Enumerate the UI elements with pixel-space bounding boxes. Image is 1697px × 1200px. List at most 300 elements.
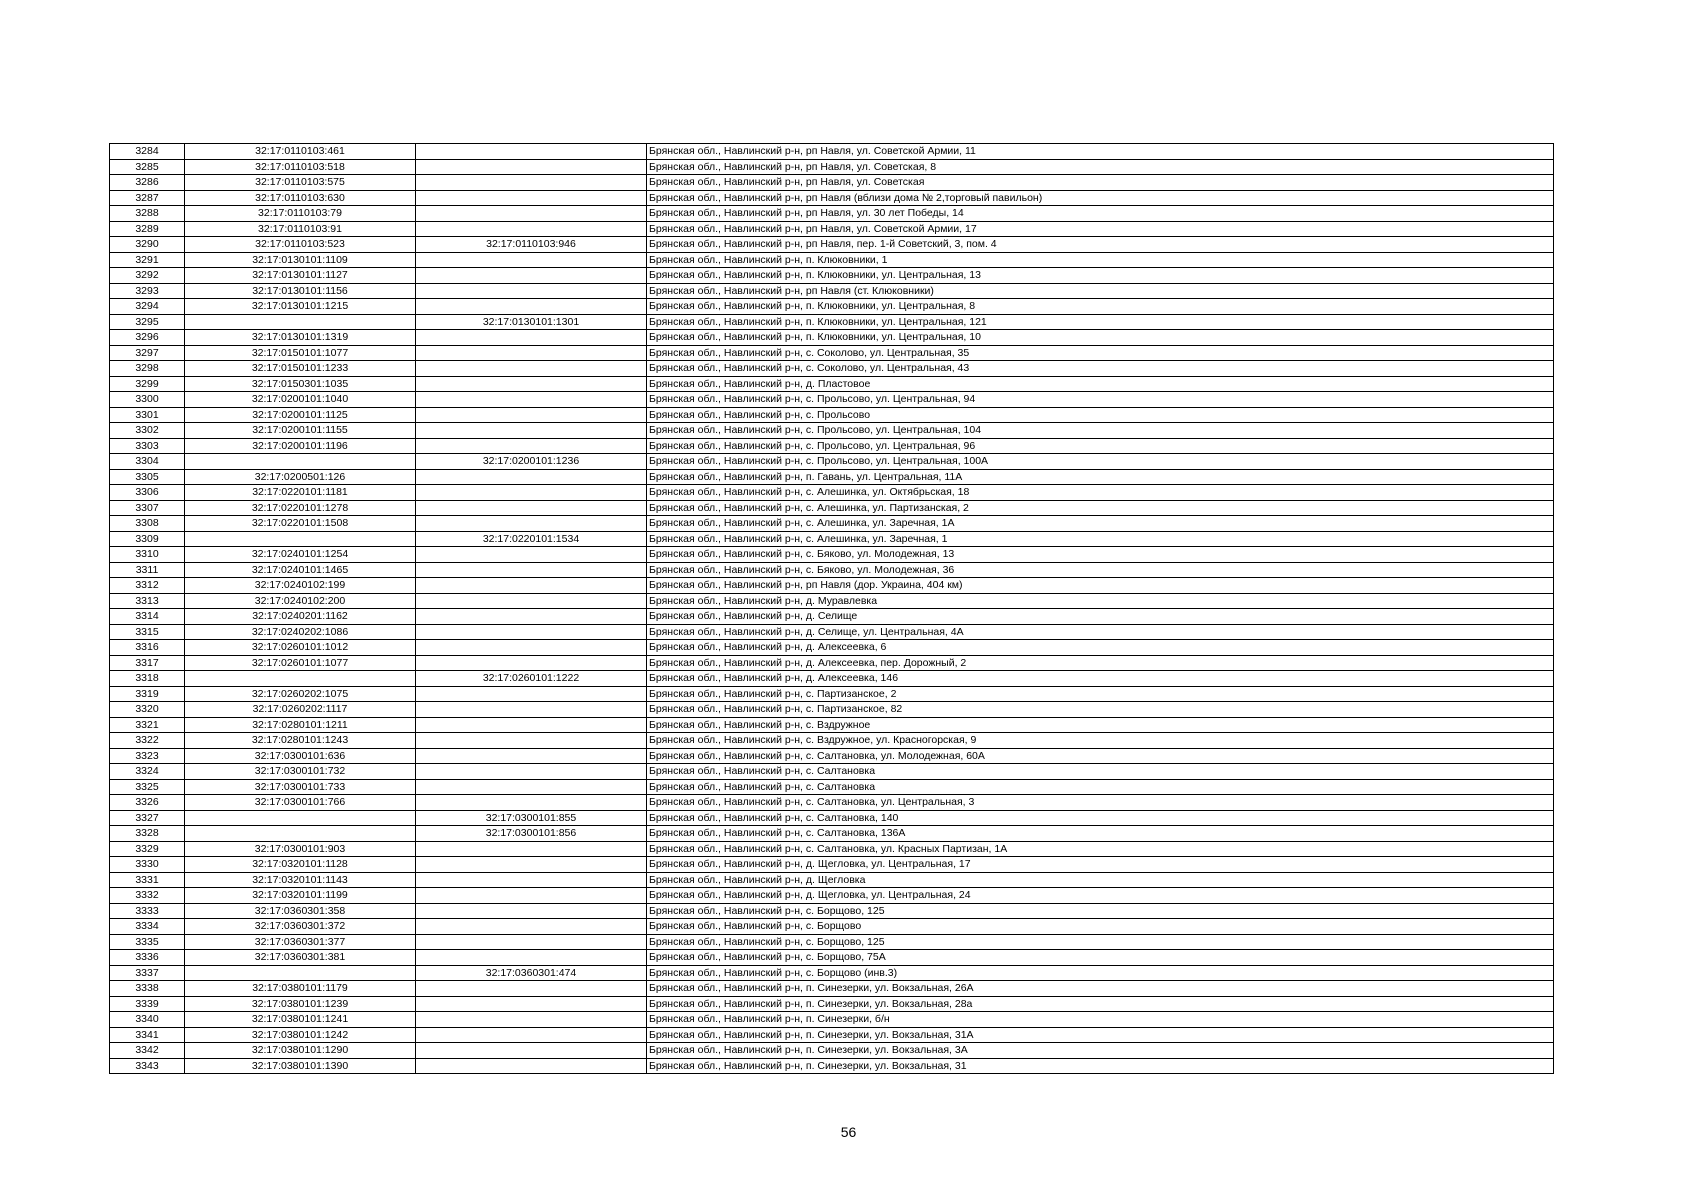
table-row: [110, 252, 1554, 268]
row-number-cell: 3328: [110, 826, 185, 842]
secondary-cadastral-number-cell: [416, 252, 647, 268]
row-number-cell: 3332: [110, 888, 185, 904]
address-cell: Брянская обл., Навлинский р-н, рп Навля, ул. Советской Армии, 11: [647, 144, 1554, 160]
address-cell: Брянская обл., Навлинский р-н, с. Салтановка: [647, 764, 1554, 780]
row-number-cell: 3313: [110, 593, 185, 609]
address-cell: Брянская обл., Навлинский р-н, с. Партизанское, 82: [647, 702, 1554, 718]
secondary-cadastral-number-cell: [416, 640, 647, 656]
secondary-cadastral-number-cell: [416, 1027, 647, 1043]
table-row: [110, 671, 1554, 687]
secondary-cadastral-number-cell: [416, 795, 647, 811]
table-row: [110, 903, 1554, 919]
cadastral-number-cell: 32:17:0130101:1156: [185, 283, 416, 299]
table-row: [110, 469, 1554, 485]
row-number-cell: 3325: [110, 779, 185, 795]
address-cell: Брянская обл., Навлинский р-н, с. Прольсово, ул. Центральная, 104: [647, 423, 1554, 439]
secondary-cadastral-number-cell: [416, 361, 647, 377]
secondary-cadastral-number-cell: [416, 748, 647, 764]
table-row: [110, 299, 1554, 315]
cadastral-number-cell: 32:17:0300101:733: [185, 779, 416, 795]
table-row: [110, 438, 1554, 454]
address-cell: Брянская обл., Навлинский р-н, п. Клюковники, ул. Центральная, 8: [647, 299, 1554, 315]
row-number-cell: 3319: [110, 686, 185, 702]
table-row: [110, 919, 1554, 935]
cadastral-number-cell: 32:17:0110103:630: [185, 190, 416, 206]
secondary-cadastral-number-cell: [416, 857, 647, 873]
address-cell: Брянская обл., Навлинский р-н, рп Навля, пер. 1-й Советский, 3, пом. 4: [647, 237, 1554, 253]
row-number-cell: 3335: [110, 934, 185, 950]
address-cell: Брянская обл., Навлинский р-н, д. Селище: [647, 609, 1554, 625]
table-row: [110, 531, 1554, 547]
table-row: [110, 593, 1554, 609]
address-cell: Брянская обл., Навлинский р-н, рп Навля, ул. Советской Армии, 17: [647, 221, 1554, 237]
table-row: [110, 888, 1554, 904]
cadastral-number-cell: 32:17:0110103:575: [185, 175, 416, 191]
row-number-cell: 3334: [110, 919, 185, 935]
cadastral-number-cell: 32:17:0260202:1075: [185, 686, 416, 702]
address-cell: Брянская обл., Навлинский р-н, п. Синезерки, ул. Вокзальная, 31: [647, 1058, 1554, 1074]
secondary-cadastral-number-cell: [416, 779, 647, 795]
row-number-cell: 3310: [110, 547, 185, 563]
address-cell: Брянская обл., Навлинский р-н, п. Клюковники, ул. Центральная, 121: [647, 314, 1554, 330]
row-number-cell: 3286: [110, 175, 185, 191]
table-row: [110, 950, 1554, 966]
secondary-cadastral-number-cell: 32:17:0130101:1301: [416, 314, 647, 330]
table-row: [110, 1027, 1554, 1043]
table-row: [110, 717, 1554, 733]
cadastral-number-cell: 32:17:0130101:1319: [185, 330, 416, 346]
table-row: [110, 779, 1554, 795]
row-number-cell: 3324: [110, 764, 185, 780]
table-row: [110, 1058, 1554, 1074]
row-number-cell: 3308: [110, 516, 185, 532]
address-cell: Брянская обл., Навлинский р-н, с. Бяково, ул. Молодежная, 13: [647, 547, 1554, 563]
row-number-cell: 3293: [110, 283, 185, 299]
address-cell: Брянская обл., Навлинский р-н, с. Алешинка, ул. Заречная, 1: [647, 531, 1554, 547]
secondary-cadastral-number-cell: [416, 655, 647, 671]
cadastral-number-cell: 32:17:0260202:1117: [185, 702, 416, 718]
row-number-cell: 3337: [110, 965, 185, 981]
secondary-cadastral-number-cell: [416, 934, 647, 950]
cadastral-number-cell: [185, 671, 416, 687]
page-number: 56: [840, 1124, 857, 1140]
cadastral-number-cell: 32:17:0360301:381: [185, 950, 416, 966]
table-row: [110, 795, 1554, 811]
table-row: [110, 237, 1554, 253]
secondary-cadastral-number-cell: [416, 547, 647, 563]
table-row: [110, 376, 1554, 392]
table-row: [110, 702, 1554, 718]
row-number-cell: 3333: [110, 903, 185, 919]
cadastral-number-cell: 32:17:0110103:79: [185, 206, 416, 222]
secondary-cadastral-number-cell: [416, 438, 647, 454]
secondary-cadastral-number-cell: [416, 392, 647, 408]
row-number-cell: 3306: [110, 485, 185, 501]
row-number-cell: 3339: [110, 996, 185, 1012]
secondary-cadastral-number-cell: [416, 299, 647, 315]
address-cell: Брянская обл., Навлинский р-н, с. Алешинка, ул. Партизанская, 2: [647, 500, 1554, 516]
cadastral-number-cell: 32:17:0110103:461: [185, 144, 416, 160]
row-number-cell: 3299: [110, 376, 185, 392]
cadastral-number-cell: 32:17:0150101:1233: [185, 361, 416, 377]
cadastral-number-cell: 32:17:0200501:126: [185, 469, 416, 485]
address-cell: Брянская обл., Навлинский р-н, д. Щегловка, ул. Центральная, 17: [647, 857, 1554, 873]
address-cell: Брянская обл., Навлинский р-н, с. Борщово, 125: [647, 934, 1554, 950]
table-row: [110, 547, 1554, 563]
secondary-cadastral-number-cell: [416, 562, 647, 578]
address-cell: Брянская обл., Навлинский р-н, с. Салтановка, 140: [647, 810, 1554, 826]
address-cell: Брянская обл., Навлинский р-н, с. Борщово, 75А: [647, 950, 1554, 966]
address-cell: Брянская обл., Навлинский р-н, д. Алексеевка, 6: [647, 640, 1554, 656]
address-cell: Брянская обл., Навлинский р-н, рп Навля (дор. Украина, 404 км): [647, 578, 1554, 594]
row-number-cell: 3343: [110, 1058, 185, 1074]
secondary-cadastral-number-cell: [416, 500, 647, 516]
address-cell: Брянская обл., Навлинский р-н, п. Синезерки, ул. Вокзальная, 28а: [647, 996, 1554, 1012]
table-row: [110, 733, 1554, 749]
table-row: [110, 686, 1554, 702]
address-cell: Брянская обл., Навлинский р-н, с. Салтановка: [647, 779, 1554, 795]
secondary-cadastral-number-cell: [416, 516, 647, 532]
table-row: [110, 655, 1554, 671]
table-row: [110, 268, 1554, 284]
row-number-cell: 3327: [110, 810, 185, 826]
table-row: [110, 965, 1554, 981]
row-number-cell: 3295: [110, 314, 185, 330]
cadastral-number-cell: 32:17:0110103:523: [185, 237, 416, 253]
row-number-cell: 3312: [110, 578, 185, 594]
address-cell: Брянская обл., Навлинский р-н, с. Салтановка, ул. Красных Партизан, 1А: [647, 841, 1554, 857]
cadastral-number-cell: 32:17:0130101:1109: [185, 252, 416, 268]
secondary-cadastral-number-cell: 32:17:0260101:1222: [416, 671, 647, 687]
table-row: [110, 810, 1554, 826]
cadastral-number-cell: 32:17:0200101:1125: [185, 407, 416, 423]
secondary-cadastral-number-cell: [416, 593, 647, 609]
row-number-cell: 3311: [110, 562, 185, 578]
row-number-cell: 3321: [110, 717, 185, 733]
address-cell: Брянская обл., Навлинский р-н, п. Гавань, ул. Центральная, 11А: [647, 469, 1554, 485]
secondary-cadastral-number-cell: [416, 144, 647, 160]
table-row: [110, 981, 1554, 997]
secondary-cadastral-number-cell: [416, 841, 647, 857]
table-row: [110, 934, 1554, 950]
table-row: [110, 314, 1554, 330]
table-row: [110, 500, 1554, 516]
row-number-cell: 3320: [110, 702, 185, 718]
address-cell: Брянская обл., Навлинский р-н, д. Алексеевка, пер. Дорожный, 2: [647, 655, 1554, 671]
secondary-cadastral-number-cell: [416, 609, 647, 625]
cadastral-number-cell: 32:17:0240101:1254: [185, 547, 416, 563]
address-cell: Брянская обл., Навлинский р-н, с. Алешинка, ул. Октябрьская, 18: [647, 485, 1554, 501]
cadastral-number-cell: 32:17:0260101:1012: [185, 640, 416, 656]
secondary-cadastral-number-cell: 32:17:0300101:855: [416, 810, 647, 826]
cadastral-number-cell: 32:17:0240101:1465: [185, 562, 416, 578]
address-cell: Брянская обл., Навлинский р-н, п. Синезерки, б/н: [647, 1012, 1554, 1028]
secondary-cadastral-number-cell: [416, 175, 647, 191]
row-number-cell: 3288: [110, 206, 185, 222]
address-cell: Брянская обл., Навлинский р-н, с. Прольсово, ул. Центральная, 96: [647, 438, 1554, 454]
address-cell: Брянская обл., Навлинский р-н, с. Салтановка, ул. Молодежная, 60А: [647, 748, 1554, 764]
row-number-cell: 3329: [110, 841, 185, 857]
address-cell: Брянская обл., Навлинский р-н, рп Навля (ст. Клюковники): [647, 283, 1554, 299]
address-cell: Брянская обл., Навлинский р-н, с. Соколово, ул. Центральная, 43: [647, 361, 1554, 377]
row-number-cell: 3304: [110, 454, 185, 470]
cadastral-number-cell: 32:17:0360301:377: [185, 934, 416, 950]
cadastral-number-cell: 32:17:0260101:1077: [185, 655, 416, 671]
secondary-cadastral-number-cell: [416, 485, 647, 501]
cadastral-number-cell: 32:17:0200101:1196: [185, 438, 416, 454]
secondary-cadastral-number-cell: [416, 1043, 647, 1059]
table-row: [110, 392, 1554, 408]
table-row: [110, 826, 1554, 842]
row-number-cell: 3303: [110, 438, 185, 454]
address-cell: Брянская обл., Навлинский р-н, с. Вздружное, ул. Красногорская, 9: [647, 733, 1554, 749]
address-cell: Брянская обл., Навлинский р-н, с. Соколово, ул. Центральная, 35: [647, 345, 1554, 361]
cadastral-number-cell: 32:17:0300101:636: [185, 748, 416, 764]
cadastral-number-cell: 32:17:0240202:1086: [185, 624, 416, 640]
table-row: [110, 562, 1554, 578]
address-cell: Брянская обл., Навлинский р-н, д. Алексеевка, 146: [647, 671, 1554, 687]
table-row: [110, 345, 1554, 361]
cadastral-number-cell: [185, 531, 416, 547]
secondary-cadastral-number-cell: [416, 981, 647, 997]
secondary-cadastral-number-cell: [416, 206, 647, 222]
table-row: [110, 1012, 1554, 1028]
row-number-cell: 3289: [110, 221, 185, 237]
secondary-cadastral-number-cell: [416, 376, 647, 392]
table-row: [110, 144, 1554, 160]
secondary-cadastral-number-cell: [416, 1058, 647, 1074]
row-number-cell: 3294: [110, 299, 185, 315]
address-cell: Брянская обл., Навлинский р-н, с. Борщово: [647, 919, 1554, 935]
secondary-cadastral-number-cell: [416, 423, 647, 439]
cadastral-number-cell: 32:17:0320101:1143: [185, 872, 416, 888]
row-number-cell: 3326: [110, 795, 185, 811]
cadastral-number-cell: 32:17:0150101:1077: [185, 345, 416, 361]
cadastral-number-cell: 32:17:0300101:732: [185, 764, 416, 780]
address-cell: Брянская обл., Навлинский р-н, рп Навля (вблизи дома № 2,торговый павильон): [647, 190, 1554, 206]
cadastral-number-cell: 32:17:0200101:1155: [185, 423, 416, 439]
table-row: [110, 454, 1554, 470]
table-row: [110, 423, 1554, 439]
table-row: [110, 996, 1554, 1012]
table-row: [110, 221, 1554, 237]
secondary-cadastral-number-cell: [416, 283, 647, 299]
cadastral-number-cell: 32:17:0280101:1211: [185, 717, 416, 733]
row-number-cell: 3307: [110, 500, 185, 516]
cadastral-number-cell: 32:17:0320101:1199: [185, 888, 416, 904]
secondary-cadastral-number-cell: [416, 345, 647, 361]
secondary-cadastral-number-cell: [416, 159, 647, 175]
secondary-cadastral-number-cell: 32:17:0360301:474: [416, 965, 647, 981]
table-row: [110, 872, 1554, 888]
row-number-cell: 3316: [110, 640, 185, 656]
row-number-cell: 3341: [110, 1027, 185, 1043]
address-cell: Брянская обл., Навлинский р-н, с. Алешинка, ул. Заречная, 1А: [647, 516, 1554, 532]
table-row: [110, 857, 1554, 873]
secondary-cadastral-number-cell: [416, 624, 647, 640]
cadastral-number-cell: 32:17:0380101:1390: [185, 1058, 416, 1074]
secondary-cadastral-number-cell: [416, 1012, 647, 1028]
secondary-cadastral-number-cell: [416, 702, 647, 718]
secondary-cadastral-number-cell: [416, 764, 647, 780]
cadastral-number-cell: 32:17:0360301:372: [185, 919, 416, 935]
row-number-cell: 3305: [110, 469, 185, 485]
address-cell: Брянская обл., Навлинский р-н, с. Партизанское, 2: [647, 686, 1554, 702]
address-cell: Брянская обл., Навлинский р-н, п. Синезерки, ул. Вокзальная, 26А: [647, 981, 1554, 997]
table-row: [110, 764, 1554, 780]
address-cell: Брянская обл., Навлинский р-н, с. Вздружное: [647, 717, 1554, 733]
secondary-cadastral-number-cell: [416, 578, 647, 594]
address-cell: Брянская обл., Навлинский р-н, с. Прольсово, ул. Центральная, 94: [647, 392, 1554, 408]
row-number-cell: 3317: [110, 655, 185, 671]
address-cell: Брянская обл., Навлинский р-н, с. Бяково, ул. Молодежная, 36: [647, 562, 1554, 578]
address-cell: Брянская обл., Навлинский р-н, п. Клюковники, 1: [647, 252, 1554, 268]
secondary-cadastral-number-cell: [416, 888, 647, 904]
row-number-cell: 3314: [110, 609, 185, 625]
table-row: [110, 516, 1554, 532]
secondary-cadastral-number-cell: 32:17:0300101:856: [416, 826, 647, 842]
address-cell: Брянская обл., Навлинский р-н, д. Щегловка: [647, 872, 1554, 888]
address-cell: Брянская обл., Навлинский р-н, с. Салтановка, ул. Центральная, 3: [647, 795, 1554, 811]
cadastral-number-cell: 32:17:0220101:1278: [185, 500, 416, 516]
row-number-cell: 3296: [110, 330, 185, 346]
address-cell: Брянская обл., Навлинский р-н, рп Навля, ул. 30 лет Победы, 14: [647, 206, 1554, 222]
row-number-cell: 3284: [110, 144, 185, 160]
row-number-cell: 3318: [110, 671, 185, 687]
secondary-cadastral-number-cell: [416, 717, 647, 733]
row-number-cell: 3301: [110, 407, 185, 423]
table-row: [110, 1043, 1554, 1059]
registry-table-body: [110, 144, 1554, 1074]
address-cell: Брянская обл., Навлинский р-н, рп Навля, ул. Советская, 8: [647, 159, 1554, 175]
table-row: [110, 841, 1554, 857]
secondary-cadastral-number-cell: [416, 469, 647, 485]
row-number-cell: 3323: [110, 748, 185, 764]
table-row: [110, 206, 1554, 222]
table-row: [110, 283, 1554, 299]
table-row: [110, 361, 1554, 377]
secondary-cadastral-number-cell: [416, 872, 647, 888]
row-number-cell: 3292: [110, 268, 185, 284]
secondary-cadastral-number-cell: [416, 330, 647, 346]
table-row: [110, 175, 1554, 191]
secondary-cadastral-number-cell: [416, 268, 647, 284]
cadastral-number-cell: 32:17:0360301:358: [185, 903, 416, 919]
row-number-cell: 3302: [110, 423, 185, 439]
address-cell: Брянская обл., Навлинский р-н, п. Синезерки, ул. Вокзальная, 31А: [647, 1027, 1554, 1043]
secondary-cadastral-number-cell: [416, 221, 647, 237]
cadastral-number-cell: 32:17:0220101:1508: [185, 516, 416, 532]
address-cell: Брянская обл., Навлинский р-н, с. Салтановка, 136А: [647, 826, 1554, 842]
secondary-cadastral-number-cell: [416, 190, 647, 206]
cadastral-number-cell: 32:17:0200101:1040: [185, 392, 416, 408]
secondary-cadastral-number-cell: [416, 407, 647, 423]
table-row: [110, 624, 1554, 640]
cadastral-number-cell: 32:17:0380101:1239: [185, 996, 416, 1012]
cadastral-number-cell: [185, 826, 416, 842]
cadastral-number-cell: 32:17:0150301:1035: [185, 376, 416, 392]
secondary-cadastral-number-cell: [416, 733, 647, 749]
table-row: [110, 190, 1554, 206]
secondary-cadastral-number-cell: [416, 996, 647, 1012]
cadastral-number-cell: 32:17:0110103:91: [185, 221, 416, 237]
row-number-cell: 3342: [110, 1043, 185, 1059]
address-cell: Брянская обл., Навлинский р-н, рп Навля, ул. Советская: [647, 175, 1554, 191]
cadastral-number-cell: [185, 314, 416, 330]
cadastral-number-cell: 32:17:0110103:518: [185, 159, 416, 175]
cadastral-number-cell: 32:17:0380101:1242: [185, 1027, 416, 1043]
row-number-cell: 3340: [110, 1012, 185, 1028]
cadastral-number-cell: 32:17:0240102:200: [185, 593, 416, 609]
row-number-cell: 3300: [110, 392, 185, 408]
address-cell: Брянская обл., Навлинский р-н, д. Пластовое: [647, 376, 1554, 392]
cadastral-number-cell: 32:17:0300101:766: [185, 795, 416, 811]
row-number-cell: 3315: [110, 624, 185, 640]
row-number-cell: 3309: [110, 531, 185, 547]
secondary-cadastral-number-cell: 32:17:0110103:946: [416, 237, 647, 253]
row-number-cell: 3285: [110, 159, 185, 175]
address-cell: Брянская обл., Навлинский р-н, п. Клюковники, ул. Центральная, 13: [647, 268, 1554, 284]
address-cell: Брянская обл., Навлинский р-н, п. Клюковники, ул. Центральная, 10: [647, 330, 1554, 346]
address-cell: Брянская обл., Навлинский р-н, п. Синезерки, ул. Вокзальная, 3А: [647, 1043, 1554, 1059]
row-number-cell: 3322: [110, 733, 185, 749]
address-cell: Брянская обл., Навлинский р-н, с. Борщово (инв.3): [647, 965, 1554, 981]
secondary-cadastral-number-cell: 32:17:0220101:1534: [416, 531, 647, 547]
cadastral-number-cell: [185, 454, 416, 470]
property-registry-table: [109, 143, 1554, 1074]
row-number-cell: 3298: [110, 361, 185, 377]
cadastral-number-cell: 32:17:0300101:903: [185, 841, 416, 857]
table-row: [110, 159, 1554, 175]
row-number-cell: 3331: [110, 872, 185, 888]
secondary-cadastral-number-cell: [416, 919, 647, 935]
row-number-cell: 3336: [110, 950, 185, 966]
address-cell: Брянская обл., Навлинский р-н, с. Борщово, 125: [647, 903, 1554, 919]
table-row: [110, 578, 1554, 594]
table-row: [110, 748, 1554, 764]
cadastral-number-cell: 32:17:0380101:1290: [185, 1043, 416, 1059]
row-number-cell: 3291: [110, 252, 185, 268]
address-cell: Брянская обл., Навлинский р-н, д. Селище, ул. Центральная, 4А: [647, 624, 1554, 640]
cadastral-number-cell: 32:17:0240201:1162: [185, 609, 416, 625]
cadastral-number-cell: 32:17:0280101:1243: [185, 733, 416, 749]
row-number-cell: 3297: [110, 345, 185, 361]
secondary-cadastral-number-cell: [416, 903, 647, 919]
table-row: [110, 330, 1554, 346]
cadastral-number-cell: 32:17:0240102:199: [185, 578, 416, 594]
cadastral-number-cell: [185, 810, 416, 826]
row-number-cell: 3330: [110, 857, 185, 873]
cadastral-number-cell: 32:17:0130101:1127: [185, 268, 416, 284]
address-cell: Брянская обл., Навлинский р-н, д. Щегловка, ул. Центральная, 24: [647, 888, 1554, 904]
cadastral-number-cell: 32:17:0380101:1179: [185, 981, 416, 997]
cadastral-number-cell: 32:17:0130101:1215: [185, 299, 416, 315]
address-cell: Брянская обл., Навлинский р-н, д. Муравлевка: [647, 593, 1554, 609]
table-row: [110, 640, 1554, 656]
address-cell: Брянская обл., Навлинский р-н, с. Прольсово, ул. Центральная, 100А: [647, 454, 1554, 470]
cadastral-number-cell: 32:17:0380101:1241: [185, 1012, 416, 1028]
secondary-cadastral-number-cell: [416, 950, 647, 966]
row-number-cell: 3287: [110, 190, 185, 206]
table-row: [110, 485, 1554, 501]
cadastral-number-cell: 32:17:0320101:1128: [185, 857, 416, 873]
cadastral-number-cell: [185, 965, 416, 981]
secondary-cadastral-number-cell: [416, 686, 647, 702]
secondary-cadastral-number-cell: 32:17:0200101:1236: [416, 454, 647, 470]
row-number-cell: 3290: [110, 237, 185, 253]
table-row: [110, 609, 1554, 625]
address-cell: Брянская обл., Навлинский р-н, с. Прольсово: [647, 407, 1554, 423]
